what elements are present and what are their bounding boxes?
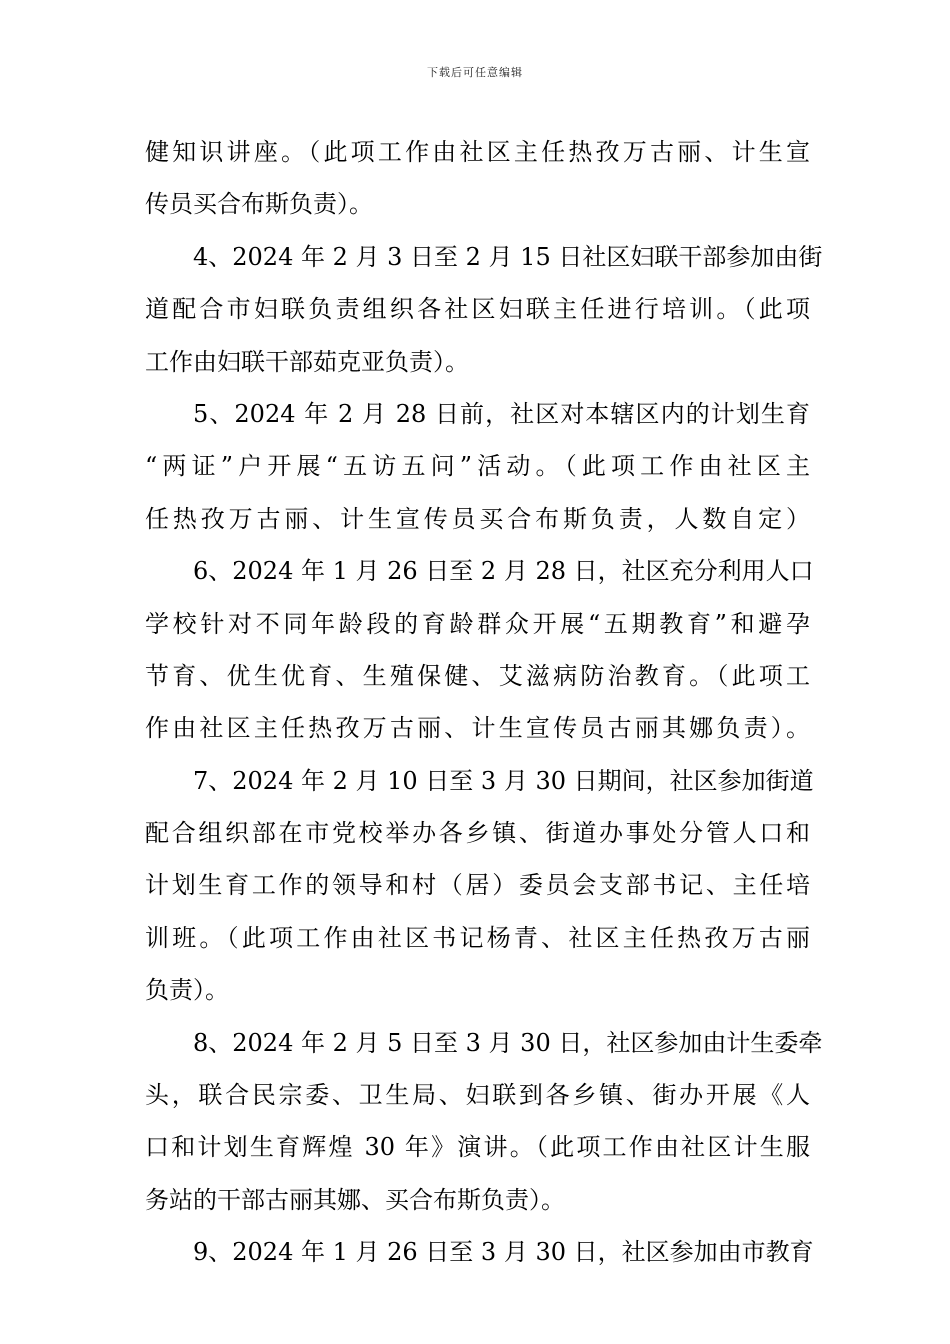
document-body [145,126,823,1279]
text-line: 负责）。 [145,976,229,1005]
text-line: 配合组织部在市党校举办各乡镇、街道办事处分管人口和 [145,819,810,848]
text-line: 作由社区主任热孜万古丽、计生宣传员古丽其娜负责）。 [145,714,810,743]
text-line: 任热孜万古丽、计生宣传员买合布斯负责，人数自定） [145,504,810,533]
text-line: 4、2024 年 2 月 3 日至 2 月 15 日社区妇联干部参加由街 [193,242,823,271]
text-line: 健知识讲座。（此项工作由社区主任热孜万古丽、计生宣 [145,138,810,166]
text-line: 5、2024 年 2 月 28 日前，社区对本辖区内的计划生育 [193,399,810,428]
text-line: 工作由妇联干部茹克亚负责）。 [145,347,469,376]
text-line: 头，联合民宗委、卫生局、妇联到各乡镇、街办开展《人 [145,1081,810,1110]
text-line: 节育、优生优育、生殖保健、艾滋病防治教育。（此项工 [145,661,810,690]
text-line: “两证”户开展“五访五问”活动。（此项工作由社区主 [145,452,810,481]
text-line: 口和计划生育辉煌 30 年》演讲。（此项工作由社区计生服 [145,1133,810,1162]
page-header: 下载后可任意编辑 [427,66,523,79]
text-line: 9、2024 年 1 月 26 日至 3 月 30 日，社区参加由市教育 [193,1238,814,1267]
text-line: 计划生育工作的领导和村（居）委员会支部书记、主任培 [145,871,810,900]
text-line: 训班。（此项工作由社区书记杨青、社区主任热孜万古丽 [145,923,810,952]
text-line: 务站的干部古丽其娜、买合布斯负责）。 [145,1185,565,1214]
text-line: 传员买合布斯负责）。 [145,190,373,219]
text-line: 学校针对不同年龄段的育龄群众开展“五期教育”和避孕 [145,609,810,638]
text-line: 7、2024 年 2 月 10 日至 3 月 30 日期间，社区参加街道 [193,766,814,795]
text-line: 道配合市妇联负责组织各社区妇联主任进行培训。（此项 [145,295,810,324]
text-line: 8、2024 年 2 月 5 日至 3 月 30 日，社区参加由计生委牵 [193,1028,823,1057]
text-line: 6、2024 年 1 月 26 日至 2 月 28 日，社区充分利用人口 [193,557,814,586]
